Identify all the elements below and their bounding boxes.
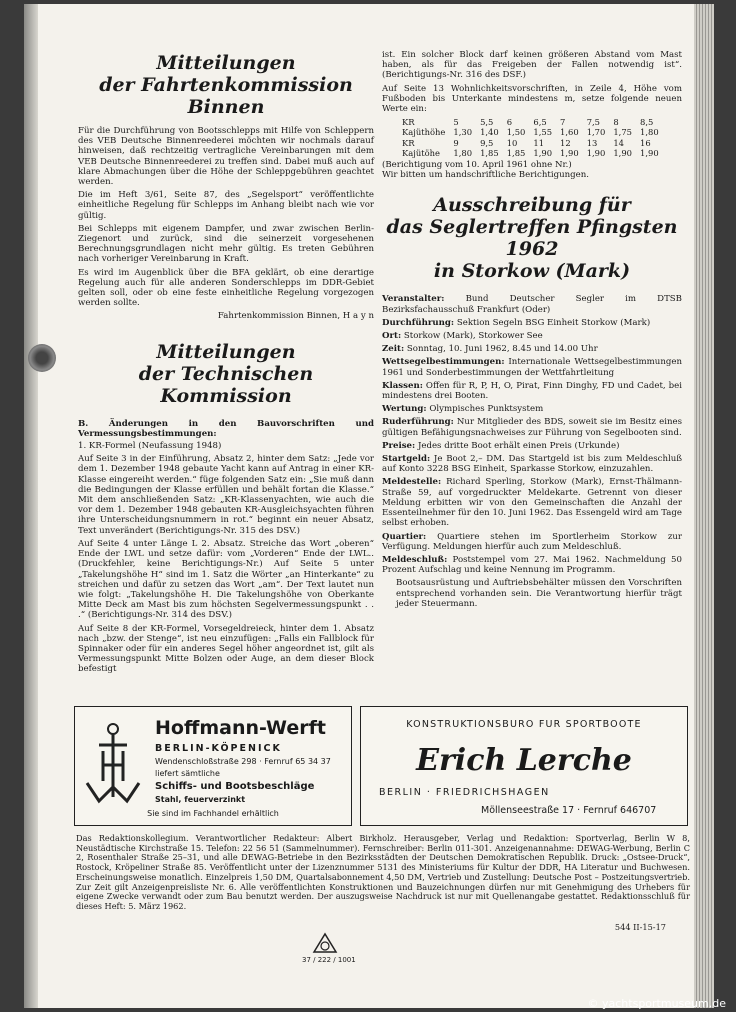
announcement-entry: [382, 454, 682, 474]
left-column: [78, 52, 374, 678]
entry-label: Preise:: [382, 440, 416, 451]
technik-paragraph: Auf Seite 4 unter Länge L 2. Absatz. Streiche das Wort „oberen“ Ende der LWL und setze dafür: vom „Vorderen“ Ende der LWL.. (Druckfehler, keine Berichtigungs-Nr.) Auf Seite 5 unter „Takelungshöhe H“ sind im 1. Satz die Wörter „an Hinterkante“ zu streichen und dafür zu setzen das Wort „am“. Der Text lautet nun wie folgt: „Takelungshöhe H. Die Takelungshöhe von Oberkante Mitte Deck am Mast bis zum höchsten Segelvermessungspunkt . . .“ (Berichtigungs-Nr. 314 des DSV.): [78, 538, 374, 621]
kr-table-cell: 7,5: [586, 117, 601, 128]
technik-title-line2: der Technischen Kommission: [138, 362, 314, 407]
publisher-logo-icon: [312, 932, 338, 954]
kr-table-cell: 1,85: [506, 147, 526, 158]
kr-table-cell: 7: [560, 117, 566, 128]
entry-label: Durchführung:: [382, 317, 455, 328]
entry-label: Wertung:: [382, 404, 427, 415]
announcement-entry: [382, 294, 682, 314]
entry-text: Bund Deutscher Segler im DTSB Bezirksfachausschuß Frankfurt (Oder): [382, 294, 682, 315]
binnen-title-line2: der Fahrtenkommission Binnen: [99, 74, 353, 118]
announcement-entry: [382, 404, 682, 414]
technik-item: 1. KR-Formel (Neufassung 1948): [78, 441, 222, 452]
kr-table-cell: 8: [613, 117, 619, 128]
announcement-closing: Bootsausrüstung und Auftriebsbehälter müssen den Vorschriften entsprechend vorhanden sein. Die Verantwortung hierfür trägt jeder Steuermann.: [396, 578, 682, 609]
imprint: Das Redaktionskollegium. Verantwortlicher Redakteur: Albert Birkholz. Herausgeber, Verlag und Redaktion: Sportverlag, Berlin W 8, Neustädtische Kirchstraße 15. Telefon: 22 56 51 (Sammelnummer). Fernschreiber: Berlin 011-301. Anzeigenannahme: DEWAG-Werbung, Berlin C 2, Rosenthaler Straße 25–31, und alle DEWAG-Betriebe in den Bezirksstädten der Deutschen Demokratischen Republik. Druck: „Ostsee-Druck“, Rostock, Kröpeliner Straße 85. Veröffentlicht unter der Lizenznummer 5131 des Ministeriums für Kultur der DDR, HA Literatur und Buchwesen. Erscheinungsweise monatlich. Einzelpreis 1,50 DM, Quartalsabonnement 4,50 DM, Vertrieb und Zustellung: Deutsche Post – Postzeitungsvertrieb. Zur Zeit gilt Anzeigenpreisliste Nr. 6. Alle veröffentlichten Konstruktionen und Bauzeichnungen dürfen nur mit Genehmigung des Urhebers für eigene Zwecke verwandt oder zum Bau benutzt werden. Der auszugsweise Nachdruck ist nur mit Quellenangabe gestattet. Redaktionsschluß für dieses Heft: 5. März 1962.: [76, 833, 690, 911]
entry-label: Quartier:: [382, 531, 427, 542]
kr-table-cell: 6: [506, 117, 513, 128]
kr-table-cell: 13: [586, 137, 598, 148]
announcement-entry: [382, 417, 682, 437]
entry-label: Meldeschluß:: [382, 554, 448, 565]
announcement-entry: [382, 555, 682, 575]
announcement-entry: [382, 441, 682, 451]
entry-text: Sektion Segeln BSG Einheit Storkow (Mark): [456, 317, 651, 328]
binnen-title-line1: Mitteilungen: [156, 52, 296, 74]
announcement-title-line3: in Storkow (Mark): [433, 260, 631, 283]
kr-table-cell: 11: [533, 137, 545, 148]
binnen-title: [78, 52, 374, 118]
entry-text: Nur Mitglieder des BDS, soweit sie im Besitz eines gültigen Befähigungsnachweises zur Führung von Segelbooten sind.: [382, 417, 682, 438]
kr-table-cell: 5,5: [480, 117, 494, 128]
binnen-paragraph: Bei Schlepps mit eigenem Dampfer, und zwar zwischen Berlin-Ziegenort und zurück, sind die seinerzeit vorgesehenen Berechnungsgrundlagen nicht mehr gültig. Es treten Gebühren nach vorheriger Vereinbarung in Kraft.: [78, 223, 374, 265]
kr-table-cell: 1,75: [613, 127, 632, 138]
technik-subheading: B. Änderungen in den Bauvorschriften und Vermessungsbestimmungen:: [78, 418, 374, 439]
continuation-note: (Berichtigung vom 10. April 1961 ohne Nr.): [382, 160, 572, 171]
binnen-signature: Fahrtenkommission Binnen, H a y n: [217, 311, 374, 322]
entry-text: Jedes dritte Boot erhält einen Preis (Urkunde): [417, 440, 620, 451]
kr-table-row: [398, 117, 663, 127]
entry-text: Sonntag, 10. Juni 1962, 8.45 und 14.00 Uhr: [406, 344, 598, 355]
kr-table-cell: 1,90: [586, 147, 606, 158]
footer-number: 37 / 222 / 1001: [302, 956, 356, 964]
kr-table-cell: 1,90: [533, 147, 553, 158]
lerche-location: BERLIN · FRIEDRICHSHAGEN: [379, 787, 550, 798]
hoffmann-trade: Sie sind im Fachhandel erhältlich: [147, 809, 279, 818]
entry-text: Quartiere stehen im Sportlerheim Storkow zur Verfügung. Meldungen hierfür auch zum Meldeschluß.: [382, 531, 682, 552]
hoffmann-supplies: liefert sämtliche: [155, 769, 220, 778]
kr-table-cell: 12: [560, 137, 571, 148]
kr-table-row: [398, 148, 663, 158]
kr-table-cell: 6,5: [533, 117, 547, 128]
entry-label: Veranstalter:: [382, 294, 445, 305]
entry-label: Wettsegelbestimmungen:: [382, 357, 505, 368]
announcement-entry: [382, 477, 682, 528]
continuation-paragraph: ist. Ein solcher Block darf keinen größeren Abstand vom Mast haben, als für das Freigeben der Fallen notwendig ist“. (Berichtigungs-Nr. 316 des DSF.): [382, 50, 682, 81]
entry-label: Startgeld:: [382, 454, 431, 465]
kr-table-cell: 1,90: [560, 147, 579, 158]
kr-table-cell: 1,90: [613, 147, 632, 158]
watermark: © yachtsportmuseum.de: [587, 997, 726, 1010]
announcement-title: [382, 194, 682, 282]
hoffmann-city: BERLIN-KÖPENICK: [155, 743, 282, 754]
page-edge: [694, 4, 714, 1008]
lerche-name: Erich Lerche: [416, 743, 632, 778]
kr-table-row: [398, 127, 663, 137]
binnen-paragraph: Die im Heft 3/61, Seite 87, des „Segelsport“ veröffentlichte einheitliche Regelung für Schlepps im Anhang bleibt nach wie vor gültig.: [78, 190, 374, 221]
announcement-entry: [382, 532, 682, 552]
kr-table-cell: 16: [640, 137, 651, 148]
hoffmann-werft-ad: [74, 706, 352, 826]
kr-table-cell: 1,50: [506, 127, 526, 138]
kr-height-table: [398, 117, 663, 158]
advertisements: [74, 706, 714, 826]
entry-label: Meldestelle:: [382, 477, 442, 488]
entry-label: Ort:: [382, 331, 402, 342]
kr-table-cell: 1,60: [560, 127, 579, 138]
kr-table-cell: 1,55: [533, 127, 553, 138]
entry-text: Richard Sperling, Storkow (Mark), Ernst-Thälmann-Straße 59, auf vorgedruckter Meldekarte. Getrennt von dieser Meldung erbitten wir von den Gemeinschaften die Anzahl der Essenteilnehmer für den 10. Juni 1962. Das Essengeld wird am Tage selbst erhoben.: [382, 477, 683, 529]
announcement-entries: [382, 294, 682, 575]
kr-table-cell: 9: [453, 137, 459, 148]
binnen-paragraph: Für die Durchführung von Bootsschlepps mit Hilfe von Schleppern des VEB Deutsche Binnenreederei möchten wir nochmals darauf hinweisen, daß rechtzeitig vertragliche Vereinbarungen mit dem VEB Deutsche Binnenreederei zu treffen sind. Dabei muß auch auf klare Abmachungen über die Höhe der Schleppgebühren geachtet werden.: [78, 126, 374, 188]
entry-text: Offen für R, P, H, O, Pirat, Finn Dinghy, FD und Cadet, bei mindestens drei Booten.: [382, 380, 683, 402]
kr-table-row: [398, 138, 663, 148]
kr-table-cell: 5: [453, 117, 459, 128]
hoffmann-address: Wendenschloßstraße 298 · Fernruf 65 34 37: [155, 757, 331, 766]
hoffmann-material: Stahl, feuerverzinkt: [155, 795, 246, 804]
binder-clip: [28, 344, 56, 372]
announcement-entry: [382, 357, 682, 377]
kr-table-cell: 1,80: [640, 127, 659, 138]
entry-text: Olympisches Punktsystem: [429, 404, 544, 415]
right-column: [382, 50, 682, 612]
announcement-entry: [382, 331, 682, 341]
lerche-ad: [360, 706, 688, 826]
kr-table-cell: 8,5: [640, 117, 654, 128]
entry-label: Zeit:: [382, 344, 405, 355]
continuation-paragraph: Auf Seite 13 Wohnlichkeitsvorschriften, in Zeile 4, Höhe vom Fußboden bis Unterkante mindestens m, setze folgende neuen Werte ein:: [382, 83, 682, 115]
kr-table-cell: 1,85: [480, 147, 499, 158]
magazine-page: [24, 4, 714, 1008]
kr-table-cell: KR: [402, 117, 415, 128]
kr-table-cell: Kajüthöhe: [402, 127, 446, 138]
binnen-paragraph: Es wird im Augenblick über die BFA geklärt, ob eine derartige Regelung auch für alle anderen Sonderschlepps im DDR-Gebiet gelten soll, oder ob eine feste einheitliche Regelung vorgezogen werden sollte.: [78, 267, 374, 309]
kr-table-cell: 10: [506, 137, 518, 148]
kr-table-cell: 1,80: [453, 147, 473, 158]
entry-label: Klassen:: [382, 380, 423, 391]
technik-paragraph: Auf Seite 3 in der Einführung, Absatz 2, hinter dem Satz: „Jede vor dem 1. Dezember 1948 gebaute Yacht kann auf Antrag in einer KR-Klasse eingereiht werden.“ füge folgenden Satz ein: „Sie muß dann die Bedingungen der Klasse erfüllen und behält fortan die Klasse.“ Mit dem anschließenden Satz: „KR-Klassenyachten, wie auch die vor dem 1. Dezember 1948 gebauten KR-Ausgleichsyachten führen ihre Unterscheidungsnummern in rot.“ beginnt ein neuer Absatz, Text unverändert (Berichtigungs-Nr. 315 des DSV.): [78, 454, 374, 536]
kr-table-cell: 9,5: [480, 137, 494, 148]
technik-paragraph: Auf Seite 8 der KR-Formel, Vorsegeldreieck, hinter dem 1. Absatz nach „bzw. der Stenge“, ist neu einzufügen: „Falls ein Fallblock für Spinnaker oder für ein anderes Segel höher angeordnet ist, gilt als Vermessungspunkt Mitte Bolzen oder Auge, an dem dieser Block befestigt: [78, 623, 374, 675]
kr-table-cell: Kajütöhe: [402, 147, 440, 158]
anchor-logo-icon: [83, 721, 143, 811]
lerche-office: KONSTRUKTIONSBURO FUR SPORTBOOTE: [406, 719, 642, 730]
technik-title-line1: Mitteilungen: [156, 340, 296, 363]
lerche-street: Möllenseestraße 17 · Fernruf 646707: [481, 805, 657, 816]
kr-table-cell: 1,30: [453, 127, 473, 138]
kr-table-cell: 1,40: [480, 127, 499, 138]
announcement-entry: [382, 381, 682, 401]
entry-text: Internationale Wettsegelbestimmungen 1961 und Sonderbestimmungen der Wettfahrtleitung: [382, 357, 683, 378]
technik-title: [78, 341, 374, 407]
kr-table-cell: KR: [402, 137, 415, 148]
entry-label: Ruderführung:: [382, 417, 454, 428]
announcement-title-line2: das Seglertreffen Pfingsten 1962: [386, 216, 678, 261]
hoffmann-brand: Hoffmann-Werft: [155, 717, 326, 739]
binding-shadow: [24, 4, 38, 1008]
print-code: 544 II-15-17: [614, 922, 666, 932]
announcement-title-line1: Ausschreibung für: [433, 194, 631, 217]
kr-table-cell: 1,70: [586, 127, 606, 138]
hoffmann-goods: Schiffs- und Bootsbeschläge: [155, 781, 315, 792]
entry-text: Storkow (Mark), Storkower See: [403, 331, 543, 342]
entry-text: Poststempel vom 27. Mai 1962. Nachmeldung 50 Prozent Aufschlag und keine Nennung im Programm.: [382, 554, 682, 576]
kr-table-cell: 14: [613, 137, 625, 148]
continuation-note: Wir bitten um handschriftliche Berichtigungen.: [382, 170, 590, 181]
entry-text: Je Boot 2,– DM. Das Startgeld ist bis zum Meldeschluß auf Konto 3228 BSG Einheit, Sparkasse Storkow, einzuzahlen.: [382, 454, 682, 475]
announcement-entry: [382, 344, 682, 354]
kr-table-cell: 1,90: [640, 147, 659, 158]
announcement-entry: [382, 318, 682, 328]
